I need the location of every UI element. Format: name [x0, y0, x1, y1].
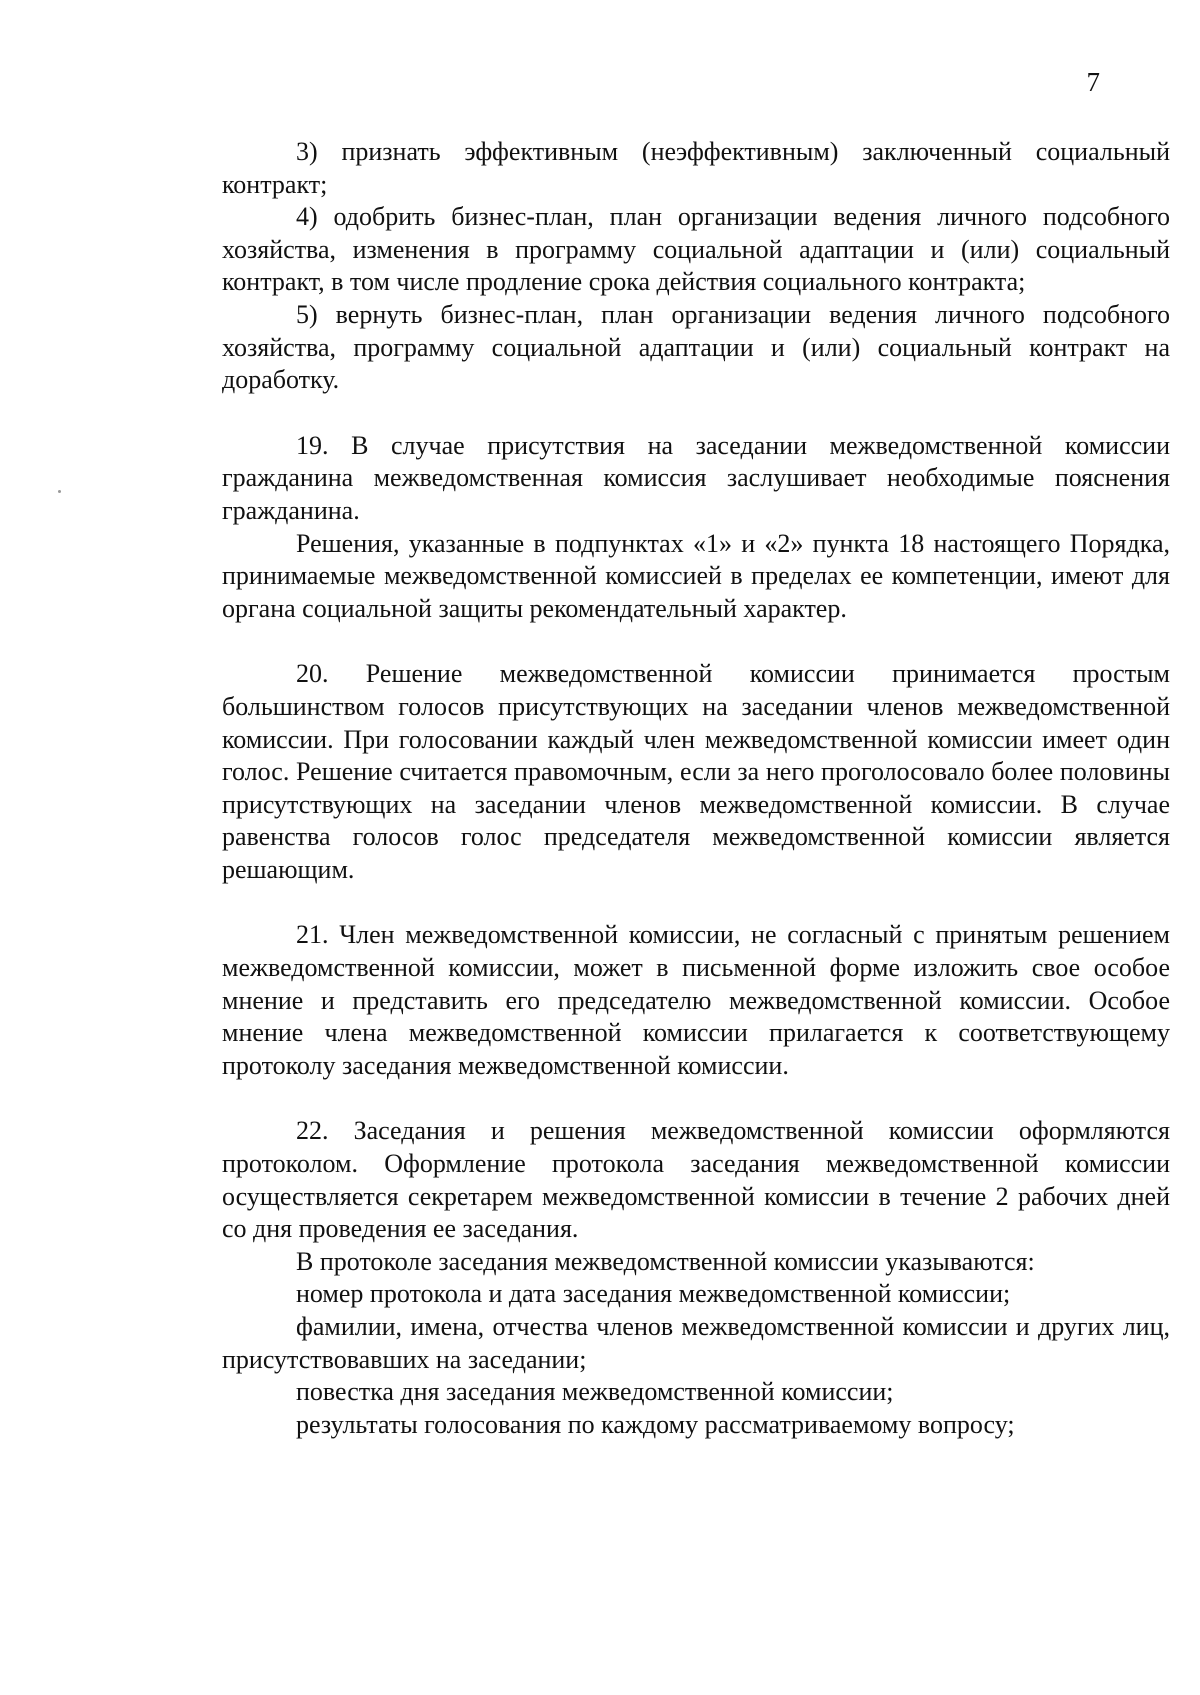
protocol-item-votes: результаты голосования по каждому рассматриваемому вопросу;: [296, 1409, 1015, 1439]
clause-20: 20. Решение межведомственной комиссии принимается простым большинством голосов присутствующих на заседании членов межведомственной комиссии. При голосовании каждый член межведомственной комиссии имеет один голос. Решение считается правомочным, если за него проголосовало более половины присутствующих на заседании членов межведомственной комиссии. В случае равенства голосов голос председателя межведомственной комиссии является решающим.: [222, 659, 1170, 884]
clause-22: 22. Заседания и решения межведомственной комиссии оформляются протоколом. Оформление протокола заседания межведомственной комиссии осуществляется секретарем межведомственной комиссии в течение 2 рабочих дней со дня проведения ее заседания.: [222, 1116, 1170, 1244]
protocol-contents-intro: В протоколе заседания межведомственной комиссии указываются:: [296, 1246, 1035, 1276]
clause-19-decisions: Решения, указанные в подпунктах «1» и «2» пункта 18 настоящего Порядка, принимаемые межведомственной комиссией в пределах ее компетенции, имеют для органа социальной защиты рекомендательный характер.: [222, 528, 1170, 623]
protocol-item-number-date: номер протокола и дата заседания межведомственной комиссии;: [296, 1279, 1011, 1309]
clause-19: 19. В случае присутствия на заседании межведомственной комиссии гражданина межведомственная комиссия заслушивает необходимые пояснения гражданина.: [222, 430, 1170, 525]
list-item-4: 4) одобрить бизнес-план, план организации ведения личного подсобного хозяйства, изменения в программу социальной адаптации и (или) социальный контракт, в том числе продление срока действия социального контракта;: [222, 202, 1170, 297]
page-number: 7: [1086, 67, 1100, 97]
list-item-3: 3) признать эффективным (неэффективным) заключенный социальный контракт;: [222, 137, 1170, 199]
clause-21: 21. Член межведомственной комиссии, не согласный с принятым решением межведомственной комиссии, может в письменной форме изложить свое особое мнение и представить его председателю межведомственной комиссии. Особое мнение члена межведомственной комиссии прилагается к соответствующему протоколу заседания межведомственной комиссии.: [222, 920, 1170, 1080]
list-item-5: 5) вернуть бизнес-план, план организации ведения личного подсобного хозяйства, программу социальной адаптации и (или) социальный контракт на доработку.: [222, 299, 1170, 395]
protocol-item-agenda: повестка дня заседания межведомственной комиссии;: [296, 1377, 894, 1407]
scan-speck: [58, 490, 61, 493]
protocol-item-attendees: фамилии, имена, отчества членов межведомственной комиссии и других лиц, присутствовавших на заседании;: [222, 1312, 1170, 1374]
document-body: [222, 136, 1170, 1441]
